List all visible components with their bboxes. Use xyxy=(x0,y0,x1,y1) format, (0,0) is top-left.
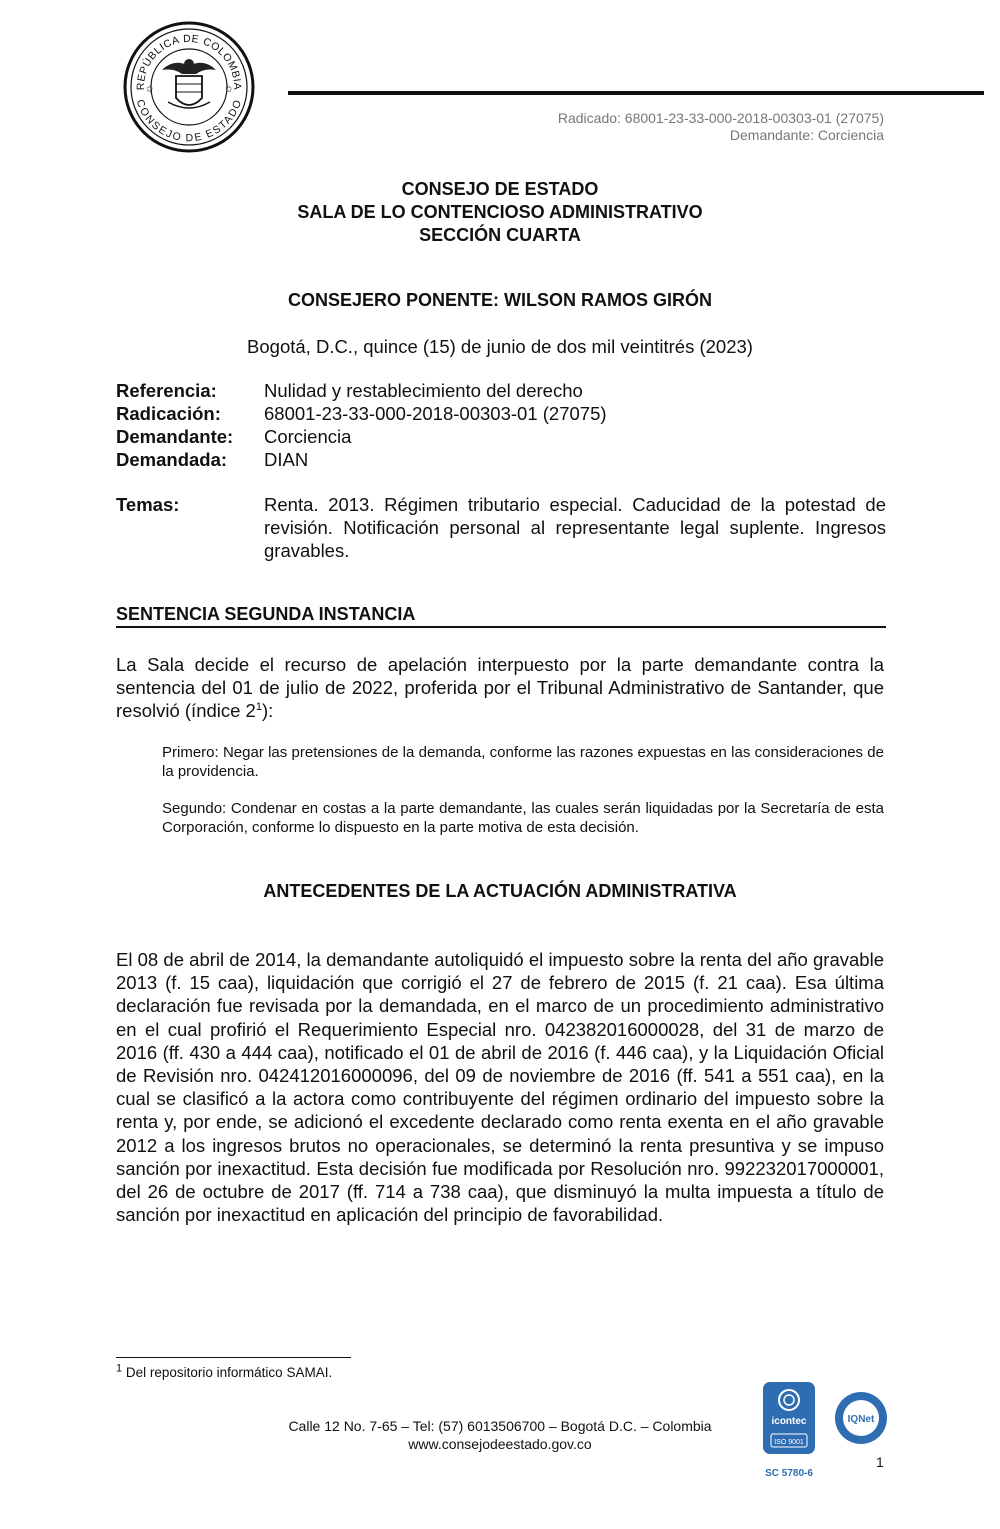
case-metadata xyxy=(116,379,886,471)
certification-logos xyxy=(761,1380,891,1480)
institution-line: CONSEJO DE ESTADO xyxy=(401,179,599,199)
metadata-row xyxy=(116,425,886,448)
seal-bottom-text: CONSEJO DE ESTADO xyxy=(133,98,245,145)
temas-value: Renta. 2013. Régimen tributario especial. Caducidad de la potestad de revisión. Notificación personal al representante legal suplente. Ingresos gravables. xyxy=(264,494,886,561)
intro-text: La Sala decide el recurso de apelación interpuesto por la parte demandante contra la sentencia del 01 de julio de 2022, proferida por el Tribunal Administrativo de Santander, que resolvió (índice 2 xyxy=(116,654,884,722)
sentencia-heading: SENTENCIA SEGUNDA INSTANCIA xyxy=(116,604,886,628)
metadata-label: Radicación: xyxy=(116,403,221,424)
temas-row xyxy=(116,493,886,562)
metadata-label: Demandada: xyxy=(116,449,228,470)
ponente-heading: CONSEJERO PONENTE: WILSON RAMOS GIRÓN xyxy=(287,290,713,310)
metadata-value: Corciencia xyxy=(264,426,352,447)
radicado-header: Radicado: 68001-23-33-000-2018-00303-01 (27075) xyxy=(557,110,884,126)
footnote-text: Del repositorio informático SAMAI. xyxy=(122,1365,333,1380)
metadata-label: Demandante: xyxy=(116,426,234,447)
footer-address: Calle 12 No. 7-65 – Tel: (57) 6013506700 – Bogotá D.C. – Colombia xyxy=(288,1418,712,1434)
metadata-row xyxy=(116,379,886,402)
demandante-header: Demandante: Corciencia xyxy=(729,127,884,143)
seal-top-text: REPÚBLICA DE COLOMBIA xyxy=(134,32,244,91)
intro-text-end: ): xyxy=(261,700,274,722)
metadata-value: 68001-23-33-000-2018-00303-01 (27075) xyxy=(264,403,607,424)
metadata-label: Referencia: xyxy=(116,380,217,401)
quote-primero: Primero: Negar las pretensiones de la demanda, conforme las razones expuestas en las consideraciones de la providencia. xyxy=(162,744,884,780)
svg-text:✩: ✩ xyxy=(225,84,233,94)
footnote xyxy=(116,1362,333,1380)
svg-text:✩: ✩ xyxy=(146,84,154,94)
footnote-number: 1 xyxy=(116,1362,123,1375)
intro-paragraph xyxy=(116,653,884,723)
iqnet-label: IQNet xyxy=(847,1414,875,1425)
institution-line: SALA DE LO CONTENCIOSO ADMINISTRATIVO xyxy=(297,202,703,222)
header-rule xyxy=(288,91,984,95)
footnote-rule xyxy=(116,1357,351,1358)
footnote-ref[interactable]: 1 xyxy=(255,701,262,714)
running-header xyxy=(558,110,884,144)
metadata-row xyxy=(116,448,886,471)
antecedentes-paragraph: El 08 de abril de 2014, la demandante autoliquidó el impuesto sobre la renta del año gravable 2013 (f. 15 caa), liquidación que corrigió el 27 de febrero de 2015 (f. 21 caa). Esa última declaración fue revisada por la demandada, en el marco de un procedimiento administrativo en el cual profirió el Requerimiento Especial nro. 042382016000028, del 31 de marzo de 2016 (ff. 430 a 444 caa), notificado el 01 de abril de 2016 (f. 446 caa), y la Liquidación Oficial de Revisión nro. 042412016000096, del 09 de noviembre de 2016 (ff. 541 a 551 caa), en la cual se clasificó a la actora como contribuyente del régimen ordinario del impuesto sobre la renta y, por ende, se adicionó el excedente declarado como renta exenta en el año gravable 2012 a los ingresos brutos no operacionales, se determinó la renta presuntiva y se impuso sanción por inexactitud. Esta decisión fue modificada por Resolución nro. 992232017000001, del 26 de octubre de 2017 (ff. 714 a 738 caa), que disminuyó la multa impuesta a título de sanción por inexactitud en aplicación del principio de favorabilidad. xyxy=(116,949,884,1226)
institution-heading xyxy=(0,178,1000,247)
antecedentes-heading: ANTECEDENTES DE LA ACTUACIÓN ADMINISTRATIVA xyxy=(263,881,737,901)
metadata-row xyxy=(116,402,886,425)
institution-line: SECCIÓN CUARTA xyxy=(419,225,581,245)
footer-website[interactable]: www.consejodeestado.gov.co xyxy=(408,1436,592,1452)
temas-block xyxy=(116,493,886,562)
quote-segundo: Segundo: Condenar en costas a la parte demandante, las cuales serán liquidadas por la Secretaría de esta Corporación, conforme lo dispuesto en la parte motiva de esta decisión. xyxy=(162,800,884,836)
dateline: Bogotá, D.C., quince (15) de junio de dos mil veintitrés (2023) xyxy=(247,336,753,357)
sc-code: SC 5780-6 xyxy=(765,1468,813,1479)
consejo-de-estado-seal xyxy=(122,20,256,154)
icontec-label: icontec xyxy=(771,1416,807,1427)
metadata-value: DIAN xyxy=(264,449,309,470)
metadata-value: Nulidad y restablecimiento del derecho xyxy=(264,380,583,401)
iso-label: ISO 9001 xyxy=(774,1439,804,1446)
temas-label: Temas: xyxy=(116,494,180,515)
page-number: 1 xyxy=(876,1454,884,1470)
